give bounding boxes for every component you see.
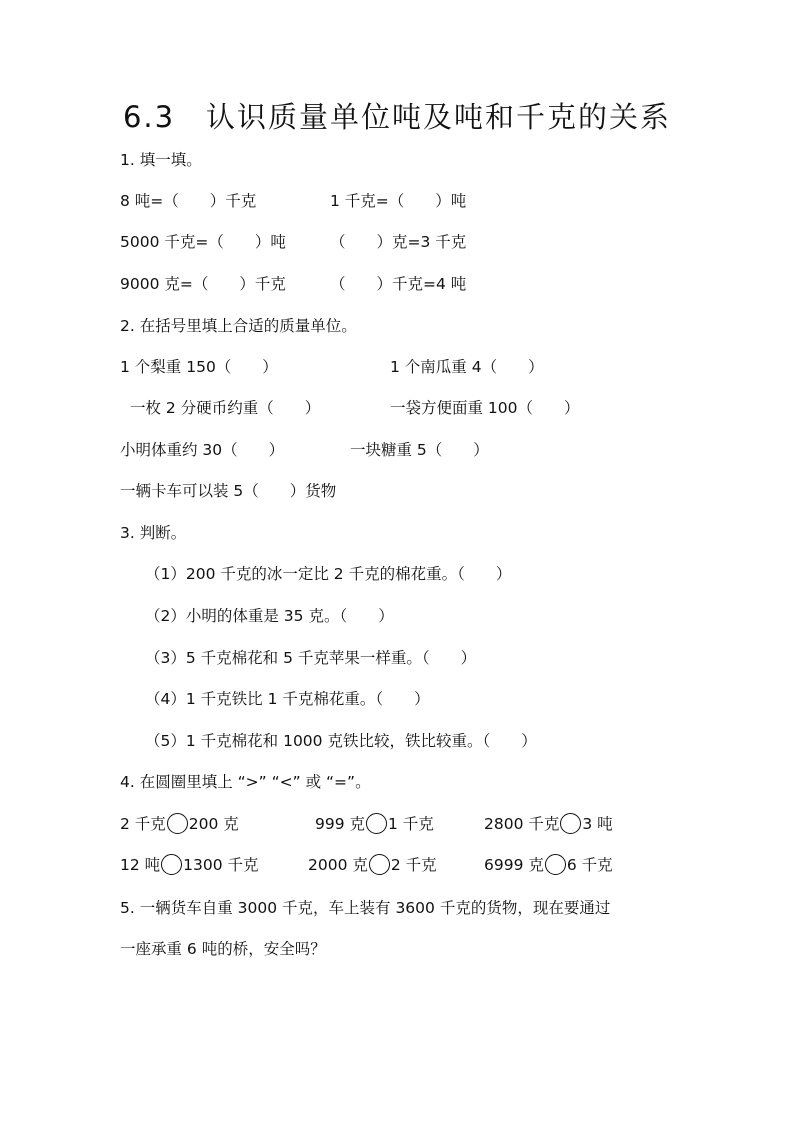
compare-circle-blank [545,854,566,875]
q4-left: 12 吨 [120,856,161,874]
q3-item: （1）200 千克的冰一定比 2 千克的棉花重。（ ） [145,565,512,583]
compare-circle-blank [366,813,387,834]
q4-item [484,812,613,836]
q3-item: （4）1 千克铁比 1 千克棉花重。（ ） [145,690,430,708]
compare-circle-blank [560,813,581,834]
q4-left: 999 克 [315,815,366,833]
compare-circle-blank [167,813,188,834]
q3-heading: 3. 判断。 [120,524,187,542]
q4-left: 2 千克 [120,815,166,833]
q1-item: 5000 千克=（ ）吨 [120,233,286,251]
q3-item: （5）1 千克棉花和 1000 克铁比较，铁比较重。（ ） [145,732,537,750]
q2-item: 1 个南瓜重 4（ ） [390,358,544,376]
q2-item: 小明体重约 30（ ） [120,441,285,459]
q5-line-1: 5. 一辆货车自重 3000 千克，车上装有 3600 千克的货物，现在要通过 [120,899,611,917]
q4-right: 1 千克 [388,815,434,833]
q1-item: 1 千克=（ ）吨 [330,192,467,210]
q4-left: 2800 千克 [484,815,560,833]
q4-left: 6999 克 [484,856,544,874]
q2-heading: 2. 在括号里填上合适的质量单位。 [120,317,357,335]
q4-item [120,853,259,877]
q4-right: 2 千克 [390,856,437,874]
q3-item: （3）5 千克棉花和 5 千克苹果一样重。（ ） [145,649,477,667]
q4-item [308,853,437,877]
q4-item [120,812,239,836]
q4-item [315,812,434,836]
q2-item: 一袋方便面重 100（ ） [390,399,580,417]
q1-item: （ ）千克=4 吨 [330,275,467,293]
q1-item: 9000 克=（ ）千克 [120,275,286,293]
q4-right: 1300 千克 [183,856,259,874]
q4-right: 6 千克 [566,856,613,874]
q2-item: 1 个梨重 150（ ） [120,358,278,376]
compare-circle-blank [161,854,182,875]
q1-item: 8 吨=（ ）千克 [120,192,257,210]
q3-item: （2）小明的体重是 35 克。（ ） [145,607,394,625]
q2-item: 一辆卡车可以装 5（ ）货物 [120,482,337,500]
q4-heading: 4. 在圆圈里填上 “>” “<” 或 “=”。 [120,773,371,791]
q4-right: 3 吨 [582,815,613,833]
q2-item: 一块糖重 5（ ） [350,441,489,459]
q2-item: 一枚 2 分硬币约重（ ） [130,399,321,417]
q5-line-2: 一座承重 6 吨的桥，安全吗？ [120,940,326,958]
page-title: 6.3 认识质量单位吨及吨和千克的关系 [122,100,672,134]
q4-item [484,853,613,877]
q1-item: （ ）克=3 千克 [330,233,467,251]
q4-left: 2000 克 [308,856,368,874]
q1-heading: 1. 填一填。 [120,151,202,169]
compare-circle-blank [369,854,390,875]
q4-right: 200 克 [188,815,239,833]
